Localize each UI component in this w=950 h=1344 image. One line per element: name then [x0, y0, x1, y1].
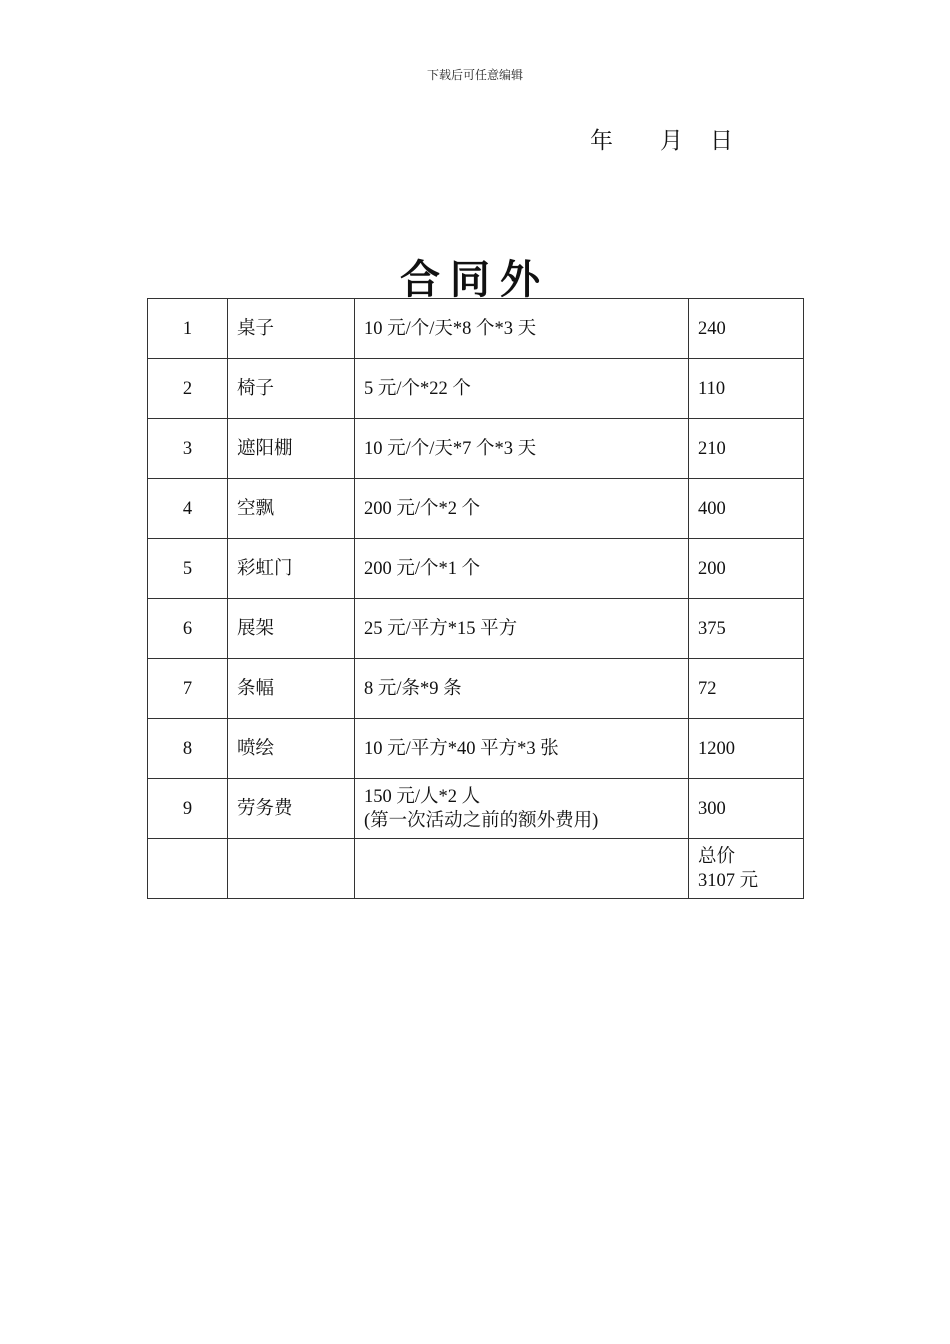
- row-number: 1: [148, 299, 228, 359]
- row-number: 5: [148, 539, 228, 599]
- amount-line: 300: [698, 798, 726, 819]
- amount-line: 200: [698, 558, 726, 579]
- table-row: [148, 839, 804, 899]
- spec-line: 150 元/人*2 人: [364, 786, 481, 807]
- spec-line: 10 元/个/天*7 个*3 天: [364, 438, 537, 459]
- item-spec: [355, 479, 689, 539]
- item-spec: [355, 779, 689, 839]
- spec-line: 200 元/个*2 个: [364, 498, 481, 519]
- fee-table-body: [148, 299, 804, 899]
- item-name: 喷绘: [228, 719, 355, 779]
- amount-line: 375: [698, 618, 726, 639]
- item-spec: [355, 419, 689, 479]
- date-month-label: 月: [660, 128, 683, 153]
- row-number: [148, 839, 228, 899]
- item-amount: [689, 659, 804, 719]
- row-number: 9: [148, 779, 228, 839]
- spec-line: (第一次活动之前的额外费用): [364, 810, 599, 831]
- amount-line: 110: [698, 378, 726, 399]
- row-number: 3: [148, 419, 228, 479]
- item-amount: [689, 779, 804, 839]
- item-amount: [689, 839, 804, 899]
- item-spec: [355, 299, 689, 359]
- table-row: [148, 599, 804, 659]
- amount-line: 400: [698, 498, 726, 519]
- item-amount: [689, 479, 804, 539]
- row-number: 2: [148, 359, 228, 419]
- item-spec: [355, 839, 689, 899]
- item-amount: [689, 599, 804, 659]
- amount-line: 72: [698, 678, 717, 699]
- date-line: [590, 122, 733, 155]
- item-spec: [355, 659, 689, 719]
- table-row: [148, 419, 804, 479]
- document-title: 合同外: [400, 257, 550, 303]
- spec-line: 8 元/条*9 条: [364, 678, 462, 699]
- item-spec: [355, 359, 689, 419]
- table-row: [148, 299, 804, 359]
- amount-line: 3107 元: [698, 870, 759, 891]
- item-spec: [355, 719, 689, 779]
- header-note: 下载后可任意编辑: [426, 68, 523, 82]
- table-row: [148, 779, 804, 839]
- spec-line: 5 元/个*22 个: [364, 378, 471, 399]
- table-row: [148, 359, 804, 419]
- item-name: 条幅: [228, 659, 355, 719]
- spec-line: 200 元/个*1 个: [364, 558, 481, 579]
- table-row: [148, 539, 804, 599]
- item-name: [228, 839, 355, 899]
- table-row: [148, 719, 804, 779]
- item-amount: [689, 419, 804, 479]
- item-amount: [689, 539, 804, 599]
- item-amount: [689, 359, 804, 419]
- item-spec: [355, 599, 689, 659]
- spec-line: 10 元/平方*40 平方*3 张: [364, 738, 559, 759]
- item-name: 遮阳棚: [228, 419, 355, 479]
- amount-line: 240: [698, 318, 726, 339]
- row-number: 4: [148, 479, 228, 539]
- item-spec: [355, 539, 689, 599]
- spec-line: 25 元/平方*15 平方: [364, 618, 518, 639]
- amount-line: 210: [698, 438, 726, 459]
- item-name: 展架: [228, 599, 355, 659]
- spec-line: 10 元/个/天*8 个*3 天: [364, 318, 537, 339]
- amount-line: 总价: [698, 846, 736, 867]
- item-amount: [689, 719, 804, 779]
- date-day-label: 日: [710, 128, 733, 153]
- item-name: 劳务费: [228, 779, 355, 839]
- item-name: 彩虹门: [228, 539, 355, 599]
- table-row: [148, 479, 804, 539]
- fee-table: [147, 298, 804, 899]
- item-name: 椅子: [228, 359, 355, 419]
- row-number: 6: [148, 599, 228, 659]
- amount-line: 1200: [698, 738, 735, 759]
- item-name: 空飘: [228, 479, 355, 539]
- row-number: 7: [148, 659, 228, 719]
- table-row: [148, 659, 804, 719]
- item-amount: [689, 299, 804, 359]
- row-number: 8: [148, 719, 228, 779]
- item-name: 桌子: [228, 299, 355, 359]
- date-year-label: 年: [590, 128, 613, 153]
